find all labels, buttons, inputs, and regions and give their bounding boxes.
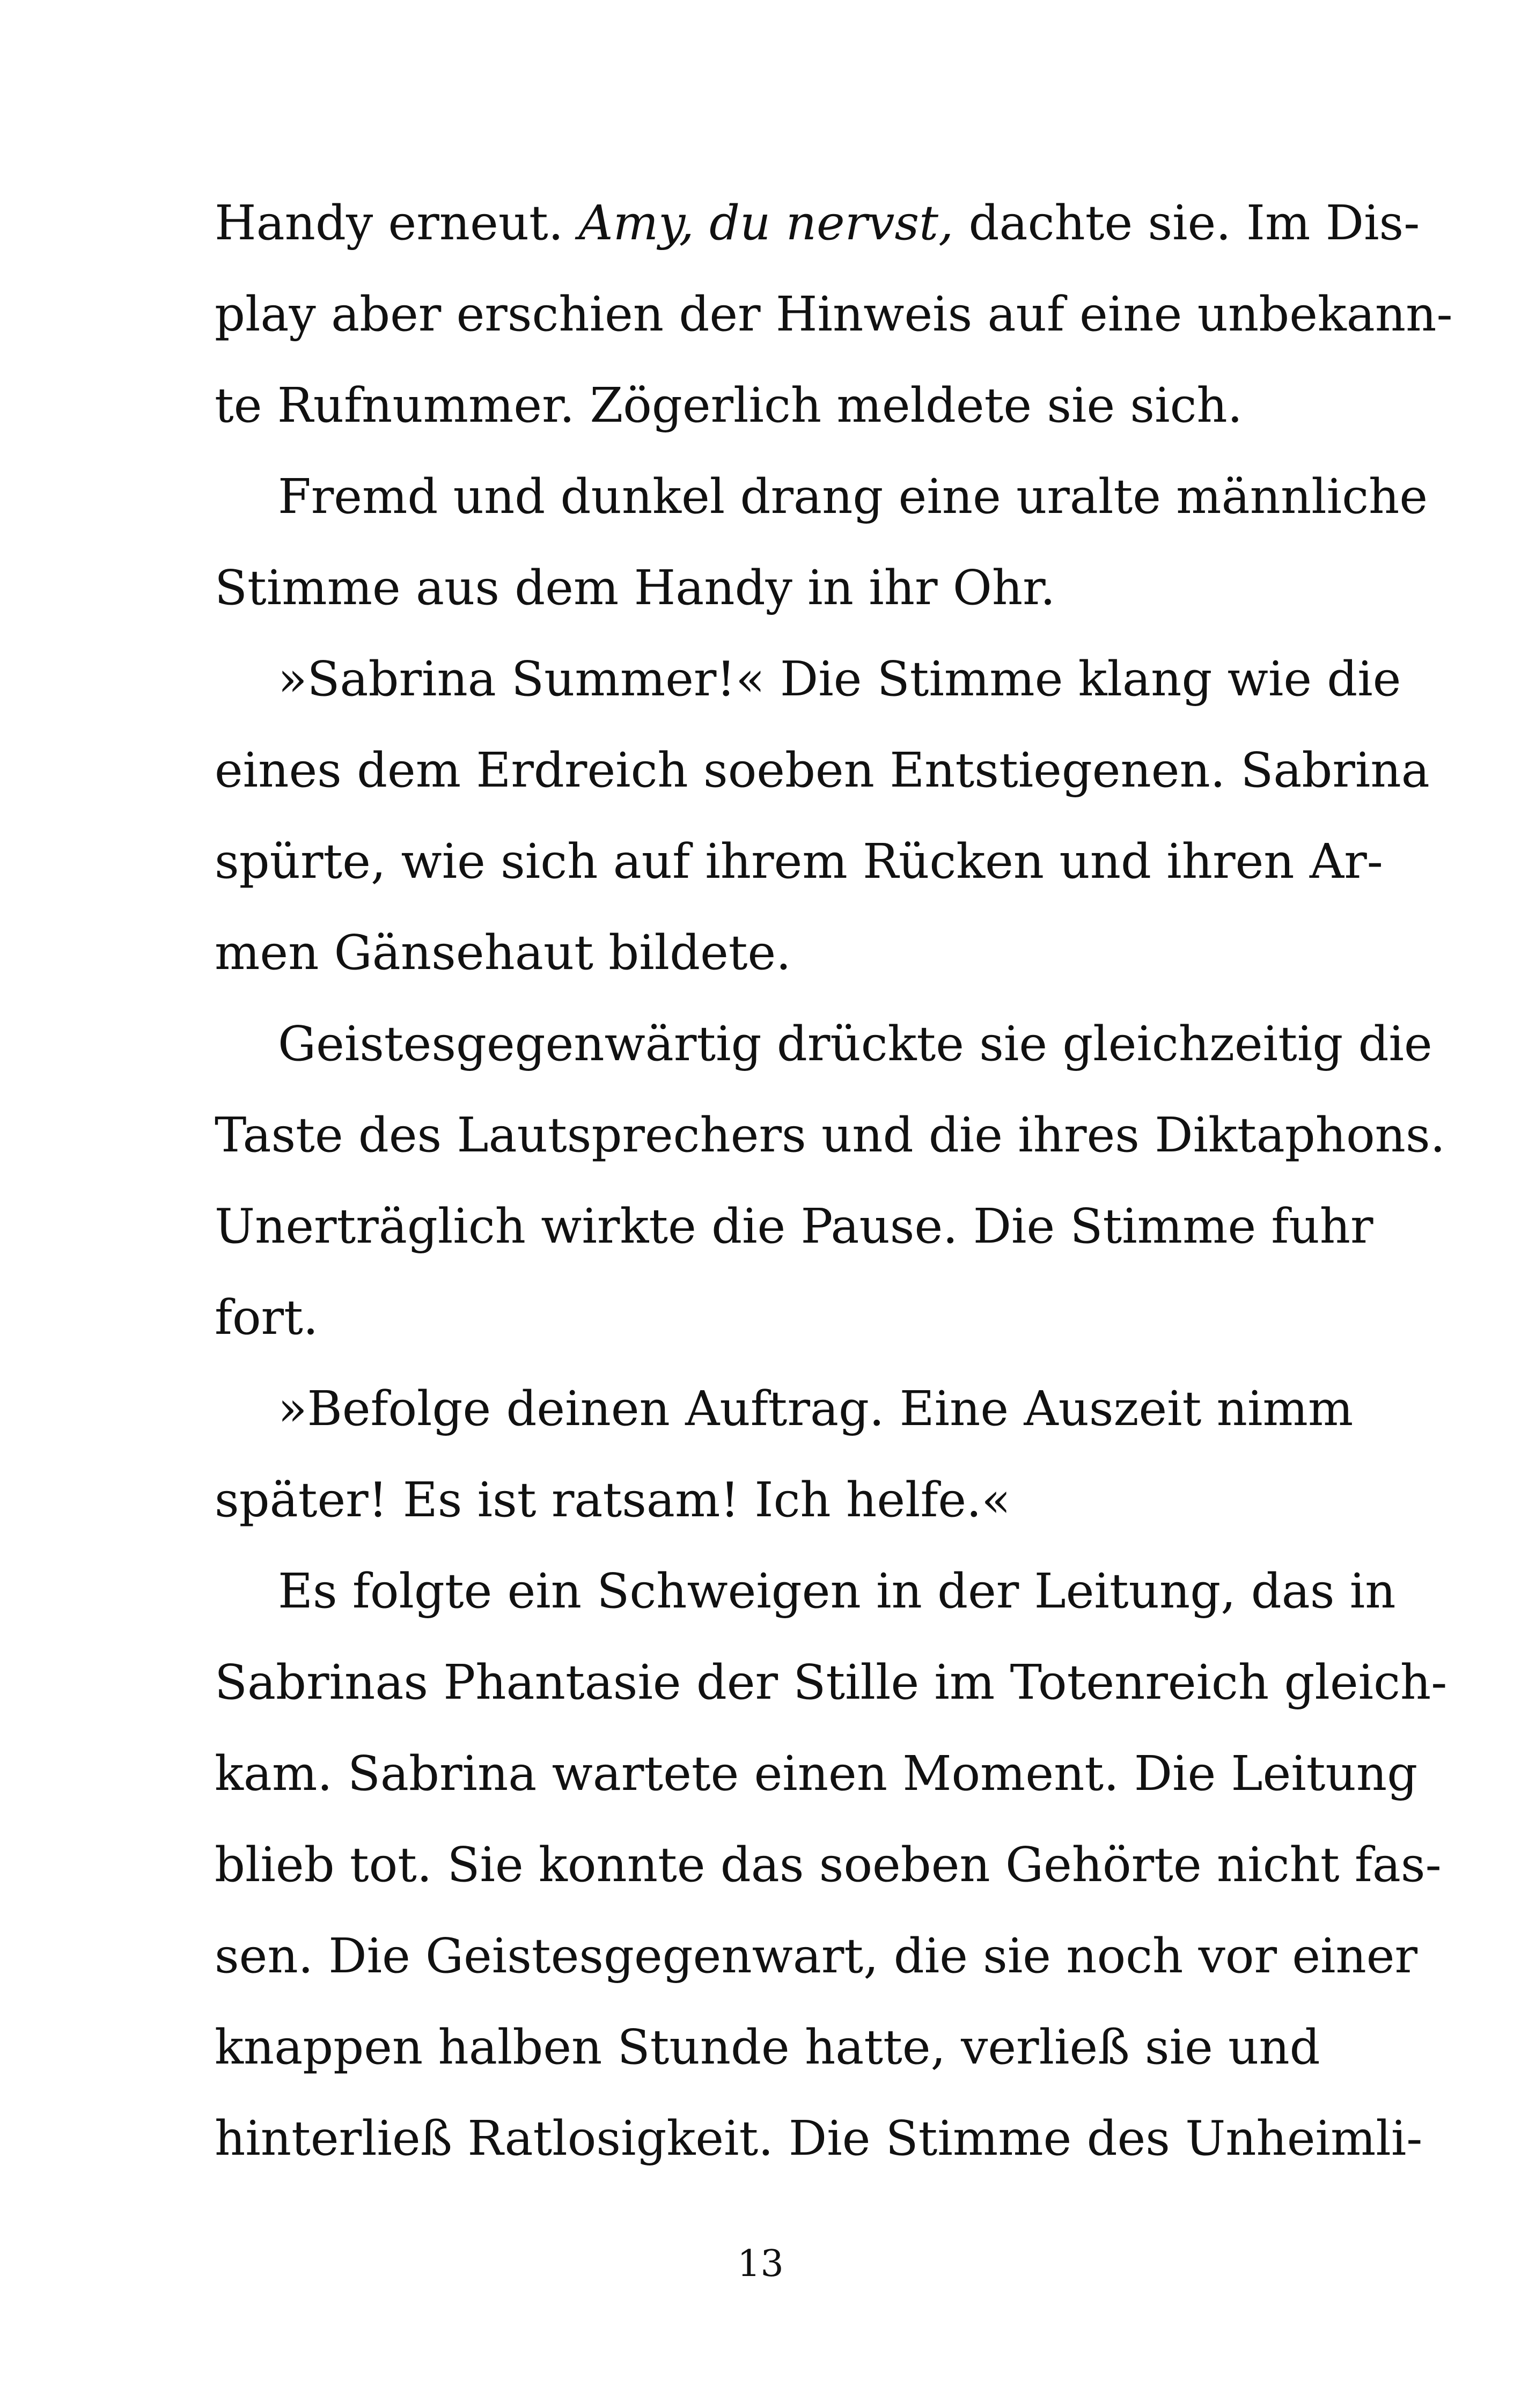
text-segment: te Rufnummer. Zögerlich meldete sie sich. bbox=[215, 377, 1243, 433]
text-segment: spürte, wie sich auf ihrem Rücken und ihren Ar- bbox=[215, 833, 1383, 889]
text-line bbox=[215, 359, 1320, 451]
text-segment: play aber erschien der Hinweis auf eine unbekann- bbox=[215, 286, 1453, 342]
text-line bbox=[215, 542, 1320, 633]
italic-text: Amy, du nervst, bbox=[578, 195, 954, 251]
text-line bbox=[215, 1272, 1320, 1363]
text-segment: kam. Sabrina wartete einen Moment. Die Leitung bbox=[215, 1745, 1418, 1801]
text-line bbox=[215, 633, 1401, 724]
text-line bbox=[215, 268, 1453, 359]
text-segment: Fremd und dunkel drang eine uralte männliche bbox=[278, 468, 1428, 524]
text-line bbox=[215, 1180, 1373, 1272]
text-segment: Es folgte ein Schweigen in der Leitung, das in bbox=[278, 1563, 1396, 1619]
text-line bbox=[215, 1363, 1354, 1454]
text-segment: dachte sie. Im Dis- bbox=[953, 195, 1420, 251]
text-segment: Geistesgegenwärtig drückte sie gleichzeitig die bbox=[278, 1016, 1432, 1071]
text-segment: Taste des Lautsprechers und die ihres Diktaphons. bbox=[215, 1107, 1445, 1163]
text-line bbox=[215, 1454, 1320, 1545]
text-line bbox=[215, 2001, 1320, 2093]
text-segment: hinterließ Ratlosigkeit. Die Stimme des Unheimli- bbox=[215, 2110, 1423, 2166]
text-segment: »Sabrina Summer!« Die Stimme klang wie die bbox=[278, 651, 1401, 707]
text-segment: Sabrinas Phantasie der Stille im Totenreich gleich- bbox=[215, 1654, 1447, 1710]
text-segment: sen. Die Geistesgegenwart, die sie noch vor einer bbox=[215, 1928, 1417, 1984]
text-line bbox=[215, 1728, 1418, 1819]
text-segment: »Befolge deinen Auftrag. Eine Auszeit nimm bbox=[278, 1381, 1354, 1436]
page-number: 13 bbox=[737, 2243, 784, 2285]
text-line bbox=[215, 177, 1420, 268]
body-text bbox=[215, 177, 1453, 2184]
text-segment: men Gänsehaut bildete. bbox=[215, 924, 791, 980]
text-line bbox=[215, 998, 1432, 1089]
text-line bbox=[215, 1089, 1445, 1180]
text-segment: Stimme aus dem Handy in ihr Ohr. bbox=[215, 560, 1056, 615]
text-segment: blieb tot. Sie konnte das soeben Gehörte nicht fas- bbox=[215, 1837, 1442, 1892]
text-segment: Unerträglich wirkte die Pause. Die Stimme fuhr bbox=[215, 1198, 1373, 1254]
text-segment: Handy erneut. bbox=[215, 195, 579, 251]
text-line bbox=[215, 907, 1320, 998]
text-segment: eines dem Erdreich soeben Entstiegenen. Sabrina bbox=[215, 742, 1430, 798]
text-line bbox=[215, 2093, 1423, 2184]
text-segment: später! Es ist ratsam! Ich helfe.« bbox=[215, 1472, 1011, 1528]
text-line bbox=[215, 724, 1430, 816]
text-segment: fort. bbox=[215, 1289, 319, 1345]
text-segment: knappen halben Stunde hatte, verließ sie und bbox=[215, 2019, 1320, 2075]
text-line bbox=[215, 1910, 1417, 2001]
text-line bbox=[215, 816, 1383, 907]
text-line bbox=[215, 1636, 1447, 1728]
text-line bbox=[215, 1545, 1396, 1636]
text-line bbox=[215, 1819, 1442, 1910]
text-line bbox=[215, 451, 1428, 542]
